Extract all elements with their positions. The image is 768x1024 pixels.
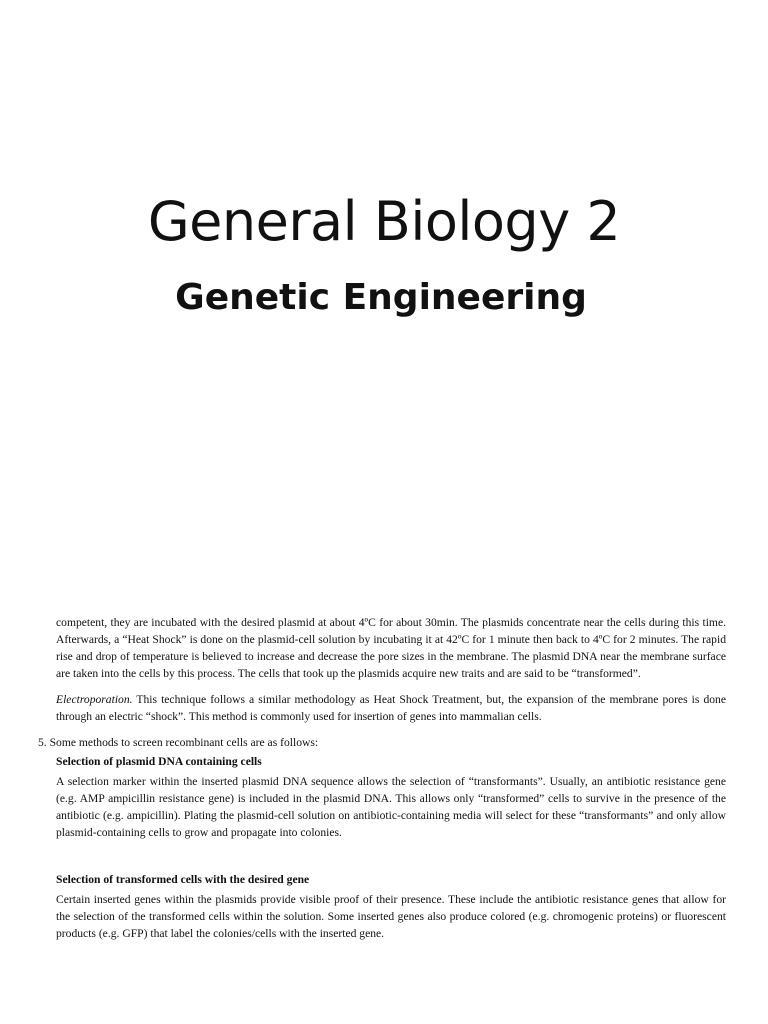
- list-item-5-intro: 5. Some methods to screen recombinant cells are as follows:: [38, 736, 319, 749]
- electroporation-text: This technique follows a similar methodology as Heat Shock Treatment, but, the expansion of the membrane pores is done through an electric “shock”. This method is commonly used for insertion of genes into mammalian cells.: [56, 693, 726, 723]
- page-title: General Biology 2: [147, 190, 621, 253]
- electroporation-term: Electroporation.: [56, 693, 133, 706]
- heat-shock-paragraph: competent, they are incubated with the desired plasmid at about 4ºC for about 30min. The plasmids concentrate near the cells during this time. Afterwards, a “Heat Shock” is done on the plasmid-cell solution by incubating it at 42ºC for 1 minute then back to 4ºC for 2 minutes. The rapid rise and drop of temperature is believed to increase and decrease the pore sizes in the membrane. The plasmid DNA near the membrane surface are taken into the cells by this process. The cells that took up the plasmids acquire new traits and are said to be “transformed”.: [56, 616, 726, 680]
- document-body: [38, 614, 726, 951]
- section-heading-transformed-selection: Selection of transformed cells with the desired gene: [56, 873, 310, 886]
- electroporation-paragraph: [56, 691, 726, 725]
- section-heading-plasmid-selection: Selection of plasmid DNA containing cells: [56, 755, 262, 768]
- section-text-plasmid-selection: A selection marker within the inserted plasmid DNA sequence allows the selection of “transformants”. Usually, an antibiotic resistance gene (e.g. AMP ampicillin resistance gene) is included in the plasmid DNA. This allows only “transformed” cells to survive in the presence of the antibiotic (e.g. ampicillin). Plating the plasmid-cell solution on antibiotic-containing media will select for these “transformants” and only allow plasmid-containing cells to grow and propagate into colonies.: [56, 775, 726, 839]
- section-spacer: [38, 850, 726, 869]
- section-text-transformed-selection: Certain inserted genes within the plasmids provide visible proof of their presence. These include the antibiotic resistance genes that allow for the selection of the transformed cells within the solution. Some inserted genes also produce colored (e.g. chromogenic proteins) or fluorescent products (e.g. GFP) that label the colonies/cells with the inserted gene.: [56, 893, 726, 940]
- page-subtitle: Genetic Engineering: [175, 277, 587, 318]
